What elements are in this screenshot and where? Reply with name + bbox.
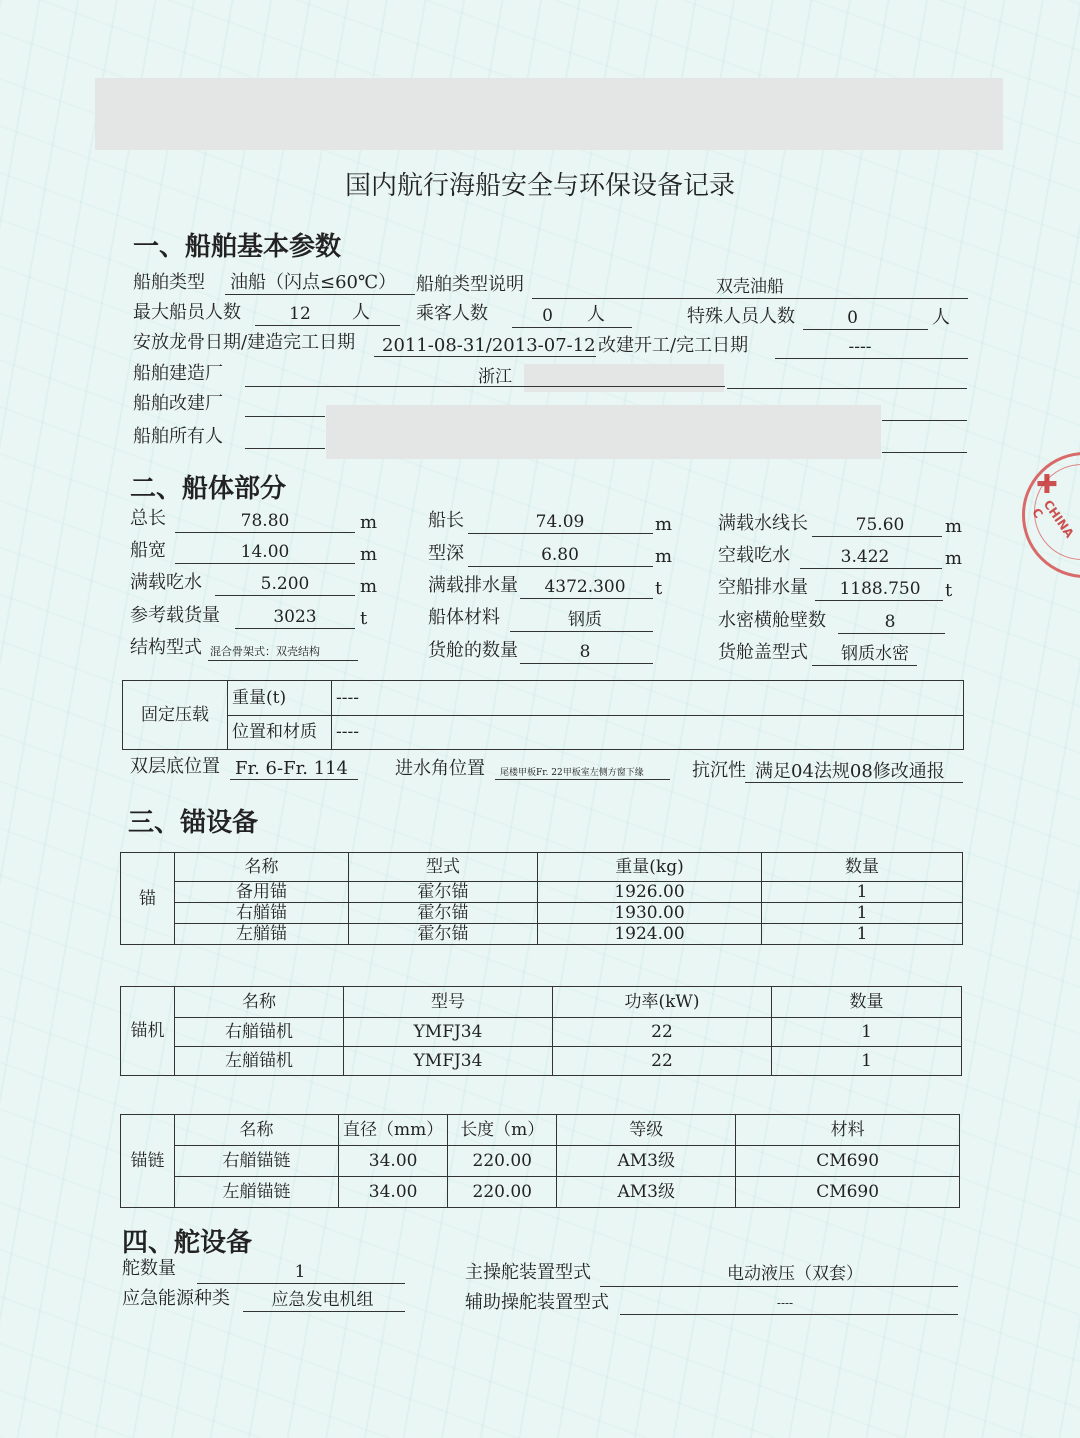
chain-diameter: 34.00 <box>339 1177 448 1208</box>
double-bottom-underline <box>230 779 358 780</box>
rudder-count-label: 舵数量 <box>122 1258 176 1279</box>
anchor-name: 备用锚 <box>175 882 349 903</box>
anchor-weight: 1926.00 <box>538 882 762 903</box>
keel-date-underline <box>374 356 596 357</box>
chain-header-name: 名称 <box>175 1115 339 1146</box>
hull-material-underline <box>510 631 653 632</box>
windlass-model: YMFJ34 <box>344 1047 553 1076</box>
lwl-underline <box>812 536 942 537</box>
flood-angle-label: 进水角位置 <box>395 758 485 779</box>
owner-underline-2 <box>882 452 967 453</box>
chain-material: CM690 <box>736 1146 960 1177</box>
hatch-label: 货舱盖型式 <box>718 642 808 663</box>
owner-label: 船舶所有人 <box>133 426 223 447</box>
full-draft-underline <box>215 595 355 596</box>
full-draft-value: 5.200 <box>260 574 310 594</box>
passengers-unit: 人 <box>587 304 605 325</box>
main-steering-underline <box>600 1286 958 1287</box>
windlass-power: 22 <box>553 1018 772 1047</box>
windlass-header-name: 名称 <box>175 987 344 1018</box>
redacted-header <box>95 78 1003 150</box>
ref-load-value: 3023 <box>273 607 317 627</box>
main-steering-label: 主操舵装置型式 <box>465 1262 591 1283</box>
depth-underline <box>468 566 653 567</box>
holds-value: 8 <box>579 642 591 662</box>
table-row <box>121 1047 962 1076</box>
anchor-table <box>120 852 963 945</box>
chain-diameter: 34.00 <box>339 1146 448 1177</box>
holds-label: 货舱的数量 <box>428 640 518 661</box>
section-4-heading: 四、舵设备 <box>122 1228 253 1258</box>
anchor-header-type: 型式 <box>349 853 538 882</box>
ref-load-underline <box>235 628 355 629</box>
max-crew-underline <box>255 325 400 326</box>
lwl-unit: m <box>945 516 963 537</box>
stamp-emblem-icon: ✚ <box>1036 470 1058 500</box>
full-disp-value: 4372.300 <box>544 577 626 597</box>
structure-value: 混合骨架式：双壳结构 <box>210 645 320 658</box>
chain-header-grade: 等级 <box>557 1115 736 1146</box>
structure-underline <box>208 660 358 661</box>
windlass-table <box>120 986 962 1076</box>
aux-steering-underline <box>620 1314 958 1315</box>
windlass-name: 右艏锚机 <box>175 1018 344 1047</box>
bulkhead-value: 8 <box>884 612 896 632</box>
section-1-heading: 一、船舶基本参数 <box>133 232 342 262</box>
flood-angle-value: 尾楼甲板Fr. 22甲板室左侧方窗下缘 <box>500 768 644 778</box>
hatch-value: 钢质水密 <box>841 644 909 664</box>
aux-steering-value: ---- <box>776 1296 794 1310</box>
anchor-group-label: 锚 <box>121 853 175 945</box>
windlass-header-power: 功率(kW) <box>553 987 772 1018</box>
builder-redaction <box>524 364 724 392</box>
subdivision-underline <box>745 782 963 783</box>
anchor-header-name: 名称 <box>175 853 349 882</box>
anchor-qty: 1 <box>762 903 963 924</box>
special-underline <box>803 329 928 330</box>
hatch-underline <box>812 665 917 666</box>
hull-material-value: 钢质 <box>568 610 602 630</box>
lwl-label: 满载水线长 <box>718 513 808 534</box>
ship-type-label: 船舶类型 <box>133 272 205 293</box>
anchor-header-weight: 重量(kg) <box>538 853 762 882</box>
bulkhead-underline <box>838 633 945 634</box>
anchor-type: 霍尔锚 <box>349 882 538 903</box>
type-desc-label: 船舶类型说明 <box>416 274 524 295</box>
type-desc-value: 双壳油船 <box>716 277 784 297</box>
light-disp-label: 空船排水量 <box>718 577 808 598</box>
table-row <box>121 1146 960 1177</box>
chain-length: 220.00 <box>448 1177 557 1208</box>
double-bottom-value: Fr. 6-Fr. 114 <box>235 758 349 779</box>
anchor-name: 左艏锚 <box>175 924 349 945</box>
windlass-group-label: 锚机 <box>121 987 175 1076</box>
table-row <box>121 1177 960 1208</box>
light-disp-unit: t <box>945 580 953 601</box>
aux-steering-label: 辅助操舵装置型式 <box>465 1292 609 1313</box>
lpp-underline <box>468 533 653 534</box>
anchor-qty: 1 <box>762 882 963 903</box>
windlass-header-model: 型号 <box>344 987 553 1018</box>
breadth-unit: m <box>360 544 378 565</box>
light-disp-underline <box>815 600 943 601</box>
ballast-weight-value: ---- <box>332 681 964 716</box>
light-draft-label: 空载吃水 <box>718 545 790 566</box>
special-unit: 人 <box>932 307 950 328</box>
passengers-underline <box>512 327 632 328</box>
table-row <box>121 903 963 924</box>
hull-material-label: 船体材料 <box>428 607 500 628</box>
chain-header-diameter: 直径（mm） <box>339 1115 448 1146</box>
special-value: 0 <box>847 308 858 328</box>
section-2-heading: 二、船体部分 <box>130 474 287 504</box>
ref-load-label: 参考载货量 <box>130 605 220 626</box>
chain-table <box>120 1114 960 1208</box>
type-desc-underline <box>532 298 968 299</box>
windlass-header-qty: 数量 <box>772 987 962 1018</box>
windlass-qty: 1 <box>772 1018 962 1047</box>
owner-underline-1 <box>245 448 325 449</box>
anchor-type: 霍尔锚 <box>349 903 538 924</box>
subdivision-label: 抗沉性 <box>692 760 746 781</box>
conversion-date-label: 改建开工/完工日期 <box>598 335 749 356</box>
rudder-count-value: 1 <box>294 1262 306 1282</box>
chain-grade: AM3级 <box>557 1146 736 1177</box>
windlass-name: 左艏锚机 <box>175 1047 344 1076</box>
anchor-name: 右艏锚 <box>175 903 349 924</box>
loa-label: 总长 <box>130 508 166 529</box>
light-draft-unit: m <box>945 548 963 569</box>
full-disp-unit: t <box>655 578 663 599</box>
section-3-heading: 三、锚设备 <box>128 808 259 838</box>
ballast-position-label: 位置和材质 <box>228 715 332 750</box>
builder-underline-1 <box>245 386 725 387</box>
double-bottom-label: 双层底位置 <box>130 756 220 777</box>
conversion-date-value: ---- <box>848 337 872 357</box>
chain-name: 左艏锚链 <box>175 1177 339 1208</box>
table-row <box>121 924 963 945</box>
keel-date-label: 安放龙骨日期/建造完工日期 <box>133 332 356 353</box>
anchor-weight: 1924.00 <box>538 924 762 945</box>
rudder-count-underline <box>197 1283 405 1284</box>
windlass-qty: 1 <box>772 1047 962 1076</box>
full-draft-unit: m <box>360 576 378 597</box>
conversion-date-underline <box>775 358 968 359</box>
special-label: 特殊人员人数 <box>687 306 795 327</box>
max-crew-value: 12 <box>289 304 311 324</box>
windlass-power: 22 <box>553 1047 772 1076</box>
modifier-label: 船舶改建厂 <box>133 393 223 414</box>
structure-label: 结构型式 <box>130 637 202 658</box>
windlass-model: YMFJ34 <box>344 1018 553 1047</box>
ballast-position-value: ---- <box>332 715 964 750</box>
emergency-power-underline <box>243 1311 405 1312</box>
lpp-value: 74.09 <box>535 512 585 532</box>
ref-load-unit: t <box>360 608 368 629</box>
chain-group-label: 锚链 <box>121 1115 175 1208</box>
light-draft-value: 3.422 <box>840 547 890 567</box>
keel-date-value: 2011-08-31/2013-07-12 <box>382 335 596 356</box>
chain-grade: AM3级 <box>557 1177 736 1208</box>
lpp-label: 船长 <box>428 510 464 531</box>
breadth-value: 14.00 <box>240 542 290 562</box>
ship-type-underline <box>225 294 415 295</box>
anchor-qty: 1 <box>762 924 963 945</box>
chain-length: 220.00 <box>448 1146 557 1177</box>
loa-underline <box>175 532 355 533</box>
chain-material: CM690 <box>736 1177 960 1208</box>
full-draft-label: 满载吃水 <box>130 572 202 593</box>
bulkhead-label: 水密横舱壁数 <box>718 610 826 631</box>
table-row <box>121 1018 962 1047</box>
chain-name: 右艏锚链 <box>175 1146 339 1177</box>
light-disp-value: 1188.750 <box>839 579 921 599</box>
table-row <box>121 882 963 903</box>
passengers-value: 0 <box>542 306 553 326</box>
ballast-table <box>122 680 964 750</box>
builder-underline-2 <box>727 388 967 389</box>
ballast-weight-label: 重量(t) <box>228 681 332 716</box>
depth-label: 型深 <box>428 543 464 564</box>
passengers-label: 乘客人数 <box>416 303 488 324</box>
ship-type-value: 油船（闪点≤60℃） <box>230 272 397 293</box>
light-draft-underline <box>800 568 942 569</box>
emergency-power-label: 应急能源种类 <box>122 1288 230 1309</box>
lpp-unit: m <box>655 514 673 535</box>
full-disp-underline <box>520 598 653 599</box>
document-title: 国内航行海船安全与环保设备记录 <box>344 171 735 201</box>
max-crew-label: 最大船员人数 <box>133 302 241 323</box>
depth-unit: m <box>655 546 673 567</box>
full-disp-label: 满载排水量 <box>428 575 518 596</box>
anchor-header-qty: 数量 <box>762 853 963 882</box>
ballast-label: 固定压载 <box>123 681 228 750</box>
loa-unit: m <box>360 512 378 533</box>
modifier-underline-1 <box>245 416 325 417</box>
emergency-power-value: 应急发电机组 <box>271 1290 374 1310</box>
chain-header-length: 长度（m） <box>448 1115 557 1146</box>
anchor-weight: 1930.00 <box>538 903 762 924</box>
depth-value: 6.80 <box>541 545 579 565</box>
loa-value: 78.80 <box>240 511 290 531</box>
modifier-underline-2 <box>882 420 967 421</box>
builder-label: 船舶建造厂 <box>133 363 223 384</box>
holds-underline <box>520 663 653 664</box>
stamp-text: CHINA C <box>1029 497 1077 541</box>
flood-angle-underline <box>495 779 670 780</box>
max-crew-unit: 人 <box>352 302 370 323</box>
modifier-redaction <box>326 405 881 459</box>
anchor-type: 霍尔锚 <box>349 924 538 945</box>
subdivision-value: 满足04法规08修改通报 <box>755 761 945 782</box>
builder-value: 浙江 <box>478 367 512 387</box>
chain-header-material: 材料 <box>736 1115 960 1146</box>
main-steering-value: 电动液压（双套） <box>727 1264 863 1284</box>
breadth-label: 船宽 <box>130 540 166 561</box>
breadth-underline <box>175 563 355 564</box>
lwl-value: 75.60 <box>855 515 905 535</box>
